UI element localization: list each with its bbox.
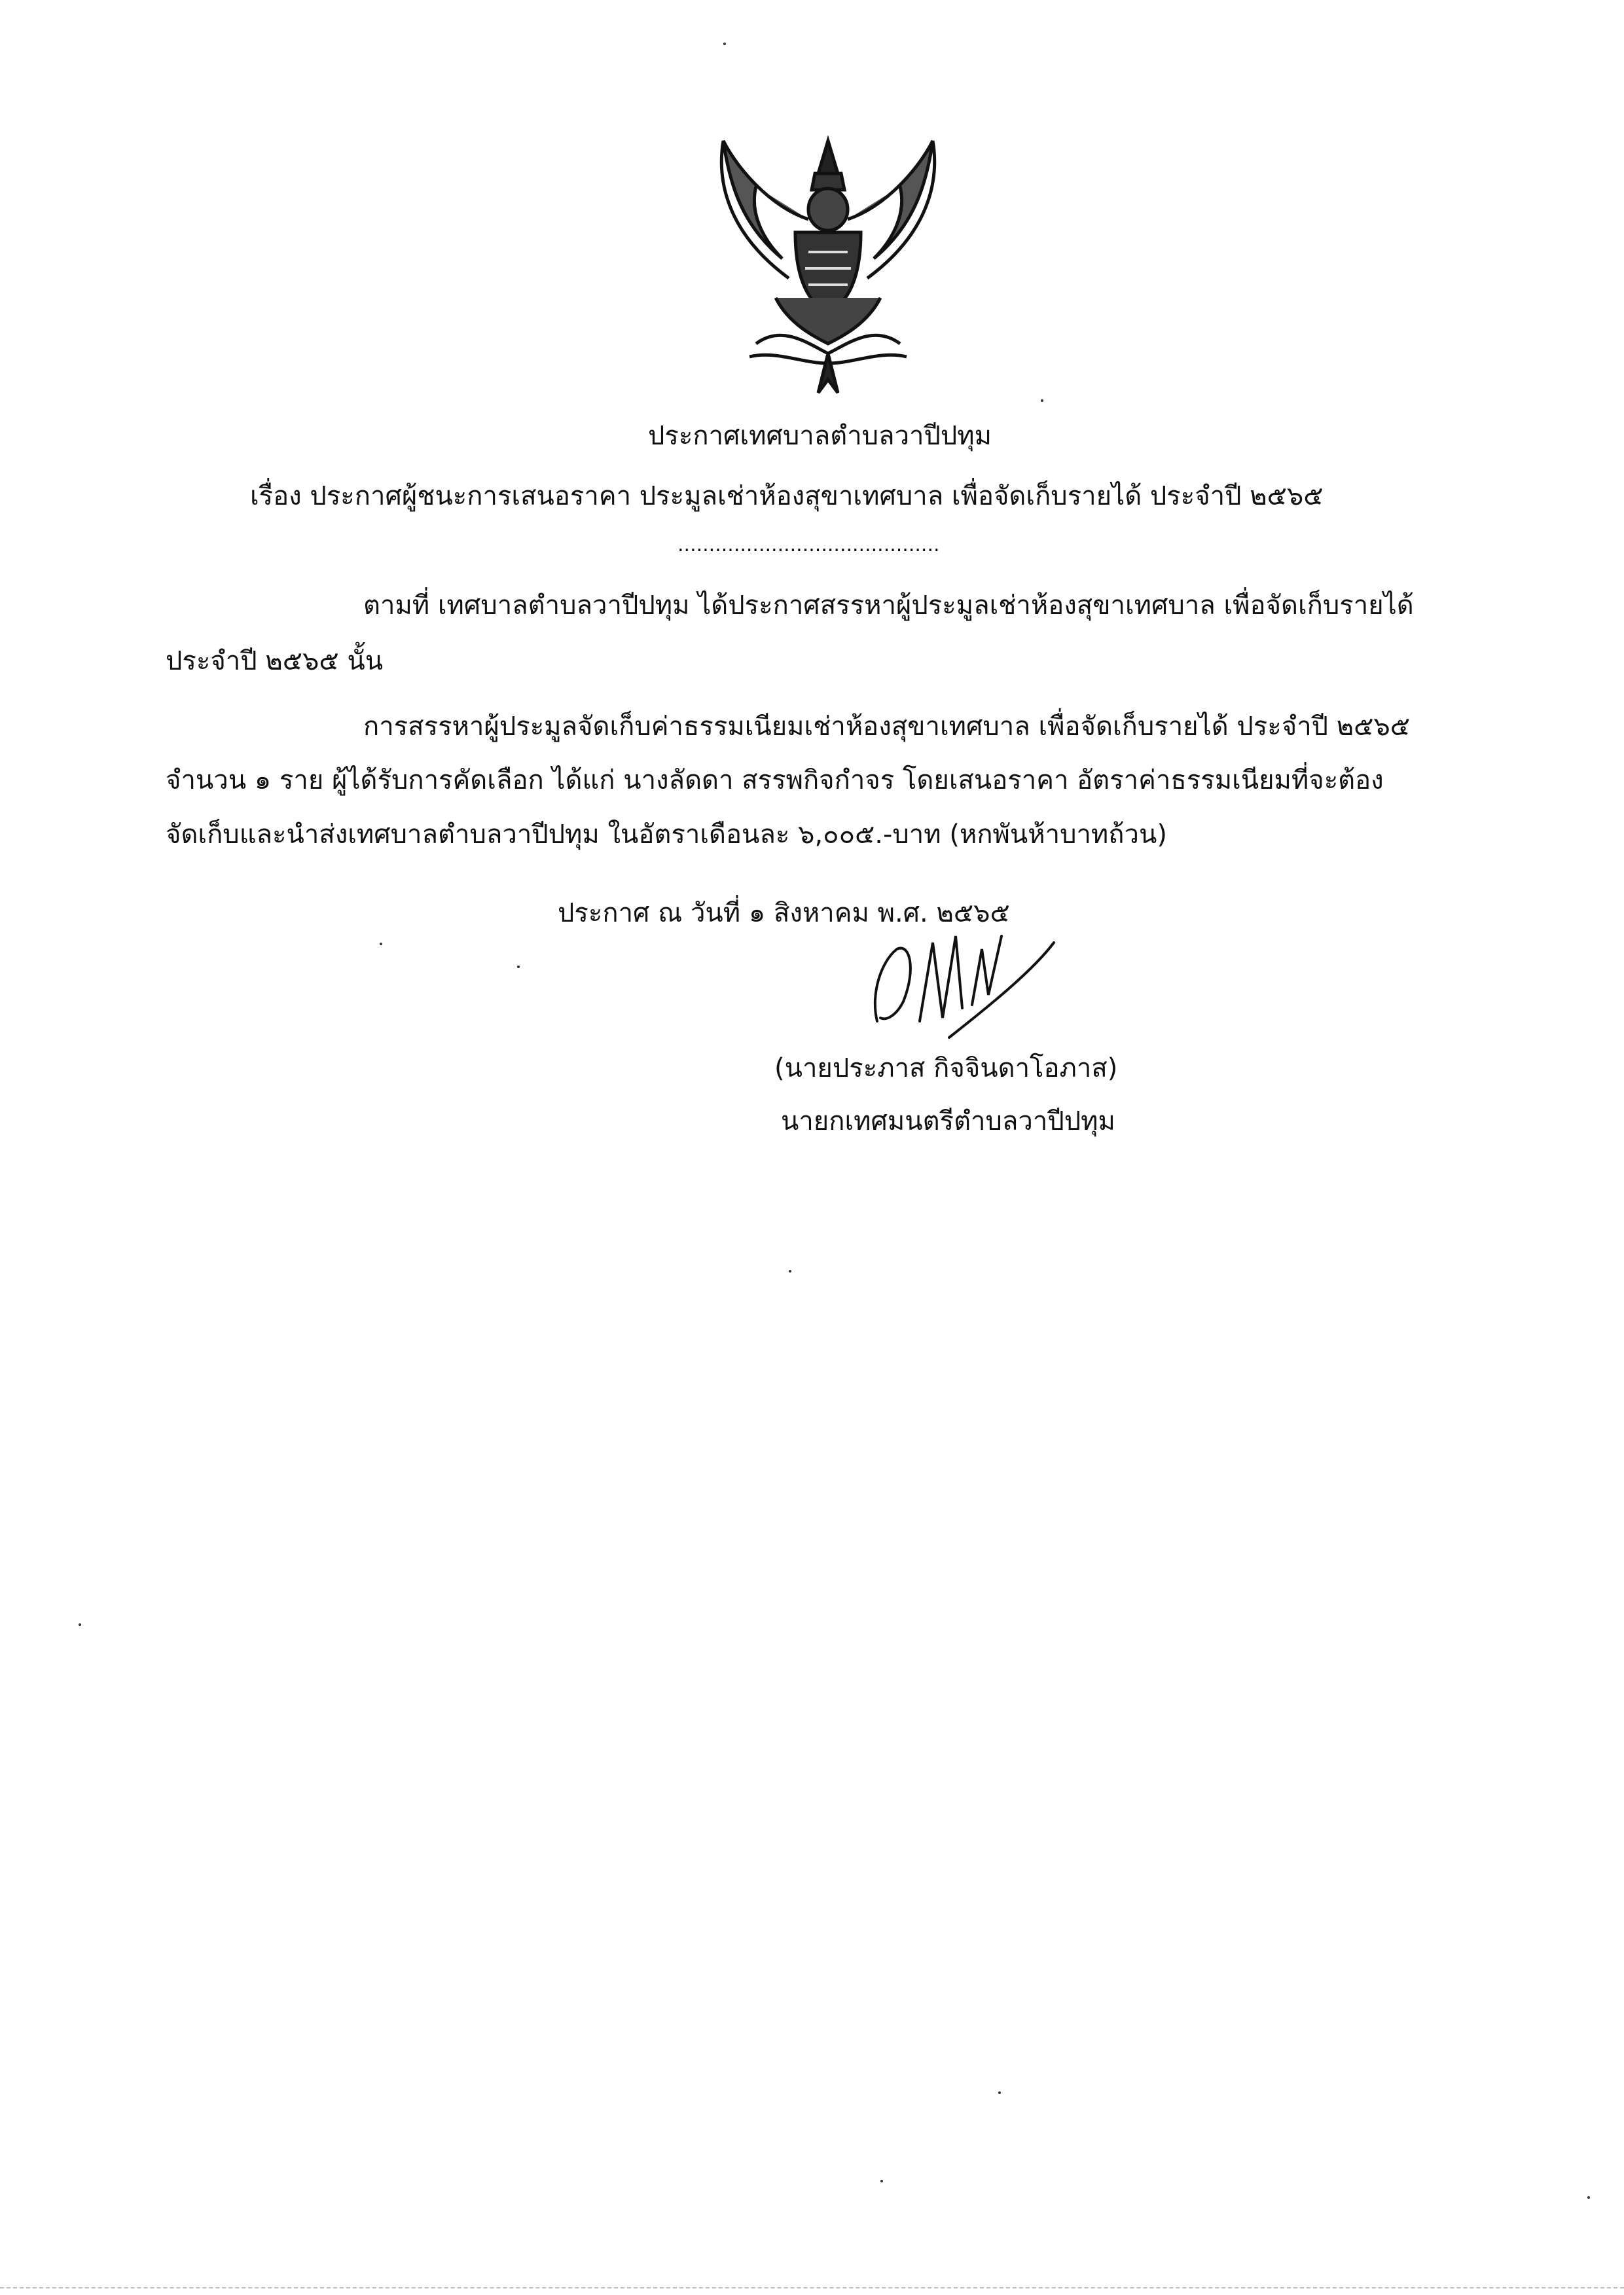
paragraph-1-line-2: ประจำปี ๒๕๖๕ นั้น bbox=[166, 646, 384, 676]
paragraph-2-line-3: จัดเก็บและนำส่งเทศบาลตำบลวาปีปทุม ในอัตราเดือนละ ๖,๐๐๕.-บาท (หกพันห้าบาทถ้วน) bbox=[166, 820, 1167, 850]
announcement-date: ประกาศ ณ วันที่ ๑ สิงหาคม พ.ศ. ๒๕๖๕ bbox=[558, 898, 1010, 928]
scan-speck bbox=[789, 1270, 791, 1273]
title-separator: .......................................... bbox=[677, 533, 940, 556]
document-subject: เรื่อง ประกาศผู้ชนะการเสนอราคา ประมูลเช่าห้องสุขาเทศบาล เพื่อจัดเก็บรายได้ ประจำปี ๒๕๖๕ bbox=[250, 481, 1324, 511]
scan-speck bbox=[880, 2180, 883, 2182]
scan-speck bbox=[79, 1623, 81, 1626]
scan-speck bbox=[998, 2091, 1001, 2094]
document-title: ประกาศเทศบาลตำบลวาปีปทุม bbox=[648, 421, 992, 451]
paragraph-1-line-1: ตามที่ เทศบาลตำบลวาปีปทุม ได้ประกาศสรรหาผู้ประมูลเช่าห้องสุขาเทศบาล เพื่อจัดเก็บรายได้ bbox=[363, 590, 1414, 621]
signature bbox=[851, 923, 1067, 1060]
scan-speck bbox=[517, 966, 520, 968]
scan-speck bbox=[723, 43, 726, 45]
scan-speck bbox=[380, 943, 382, 945]
scan-speck bbox=[1041, 399, 1043, 402]
paragraph-2-line-1: การสรรหาผู้ประมูลจัดเก็บค่าธรรมเนียมเช่าห้องสุขาเทศบาล เพื่อจัดเก็บรายได้ ประจำปี ๒๕๖๕ bbox=[363, 712, 1411, 742]
signatory-name: (นายประภาส กิจจินดาโอภาส) bbox=[774, 1053, 1118, 1083]
scan-speck bbox=[1587, 2196, 1590, 2199]
garuda-emblem bbox=[710, 128, 946, 396]
scan-edge-line bbox=[0, 2287, 1624, 2288]
signatory-position: นายกเทศมนตรีตำบลวาปีปทุม bbox=[781, 1106, 1115, 1136]
paragraph-2-line-2: จำนวน ๑ ราย ผู้ได้รับการคัดเลือก ได้แก่ นางลัดดา สรรพกิจกำจร โดยเสนอราคา อัตราค่าธรรมเนียมที่จะต้อง bbox=[166, 765, 1384, 795]
